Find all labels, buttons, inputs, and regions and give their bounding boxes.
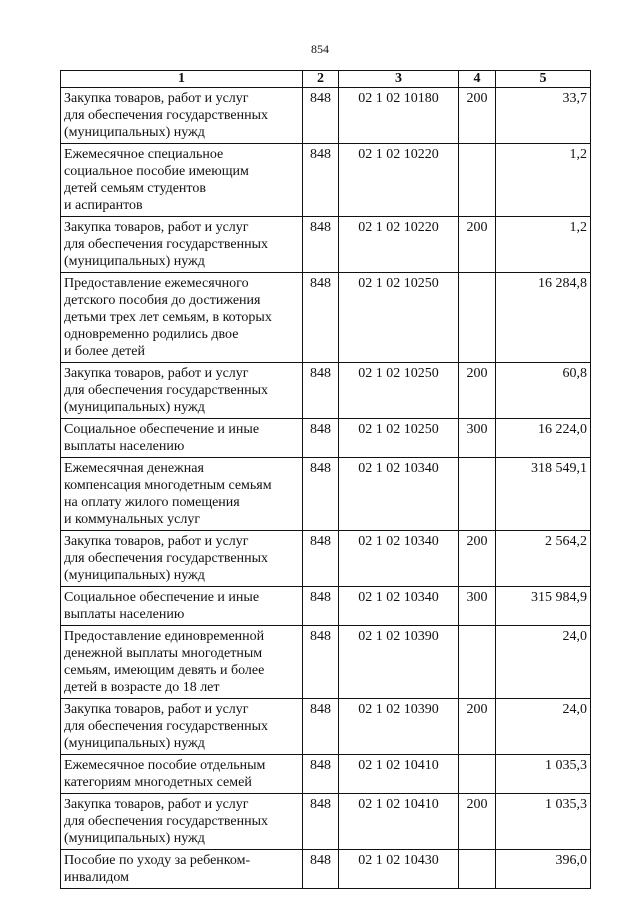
row-grbs-cell: 848 bbox=[303, 626, 339, 699]
row-csr-cell: 02 1 02 10180 bbox=[339, 88, 459, 144]
row-vr-cell bbox=[459, 144, 496, 217]
row-vr-cell bbox=[459, 626, 496, 699]
row-grbs-cell: 848 bbox=[303, 850, 339, 889]
row-amount-cell: 24,0 bbox=[496, 699, 591, 755]
row-csr-cell: 02 1 02 10250 bbox=[339, 419, 459, 458]
row-csr-cell: 02 1 02 10390 bbox=[339, 626, 459, 699]
row-grbs-cell: 848 bbox=[303, 699, 339, 755]
table-row bbox=[61, 419, 591, 458]
row-csr-cell: 02 1 02 10430 bbox=[339, 850, 459, 889]
row-grbs-cell: 848 bbox=[303, 587, 339, 626]
header-col-2: 2 bbox=[303, 71, 339, 88]
row-name-cell: Социальное обеспечение и иные выплаты населению bbox=[61, 587, 303, 626]
row-vr-cell bbox=[459, 273, 496, 363]
row-grbs-cell: 848 bbox=[303, 88, 339, 144]
row-amount-cell: 1,2 bbox=[496, 217, 591, 273]
row-vr-cell: 300 bbox=[459, 587, 496, 626]
row-amount-cell: 1 035,3 bbox=[496, 794, 591, 850]
row-vr-cell: 200 bbox=[459, 217, 496, 273]
row-name-cell: Закупка товаров, работ и услуг для обеспечения государственных (муниципальных) нужд bbox=[61, 699, 303, 755]
row-name-cell: Пособие по уходу за ребенком- инвалидом bbox=[61, 850, 303, 889]
row-csr-cell: 02 1 02 10410 bbox=[339, 794, 459, 850]
header-row bbox=[61, 71, 591, 88]
row-grbs-cell: 848 bbox=[303, 458, 339, 531]
table-row bbox=[61, 363, 591, 419]
row-amount-cell: 16 224,0 bbox=[496, 419, 591, 458]
row-name-cell: Закупка товаров, работ и услуг для обеспечения государственных (муниципальных) нужд bbox=[61, 217, 303, 273]
row-name-cell: Закупка товаров, работ и услуг для обеспечения государственных (муниципальных) нужд bbox=[61, 363, 303, 419]
row-name-cell: Предоставление ежемесячного детского пособия до достижения детьми трех лет семьям, в которых одновременно родились двое и более детей bbox=[61, 273, 303, 363]
row-amount-cell: 24,0 bbox=[496, 626, 591, 699]
row-vr-cell: 200 bbox=[459, 794, 496, 850]
row-grbs-cell: 848 bbox=[303, 531, 339, 587]
row-grbs-cell: 848 bbox=[303, 755, 339, 794]
page-number: 854 bbox=[311, 42, 329, 56]
row-csr-cell: 02 1 02 10410 bbox=[339, 755, 459, 794]
row-csr-cell: 02 1 02 10220 bbox=[339, 217, 459, 273]
table-row bbox=[61, 755, 591, 794]
row-name-cell: Ежемесячное специальное социальное пособие имеющим детей семьям студентов и аспирантов bbox=[61, 144, 303, 217]
row-grbs-cell: 848 bbox=[303, 794, 339, 850]
row-amount-cell: 318 549,1 bbox=[496, 458, 591, 531]
row-name-cell: Ежемесячное пособие отдельным категориям многодетных семей bbox=[61, 755, 303, 794]
row-csr-cell: 02 1 02 10390 bbox=[339, 699, 459, 755]
row-amount-cell: 1 035,3 bbox=[496, 755, 591, 794]
table-row bbox=[61, 273, 591, 363]
table-row bbox=[61, 794, 591, 850]
row-csr-cell: 02 1 02 10250 bbox=[339, 363, 459, 419]
row-name-cell: Предоставление единовременной денежной выплаты многодетным семьям, имеющим девять и более детей в возрасте до 18 лет bbox=[61, 626, 303, 699]
row-vr-cell bbox=[459, 755, 496, 794]
row-csr-cell: 02 1 02 10340 bbox=[339, 531, 459, 587]
row-csr-cell: 02 1 02 10340 bbox=[339, 587, 459, 626]
row-name-cell: Закупка товаров, работ и услуг для обеспечения государственных (муниципальных) нужд bbox=[61, 531, 303, 587]
row-vr-cell: 200 bbox=[459, 363, 496, 419]
table-body bbox=[61, 88, 591, 889]
row-grbs-cell: 848 bbox=[303, 273, 339, 363]
table-row bbox=[61, 88, 591, 144]
row-vr-cell bbox=[459, 458, 496, 531]
row-vr-cell bbox=[459, 850, 496, 889]
table-row bbox=[61, 531, 591, 587]
table-row bbox=[61, 850, 591, 889]
table-row bbox=[61, 458, 591, 531]
header-col-3: 3 bbox=[339, 71, 459, 88]
row-vr-cell: 200 bbox=[459, 88, 496, 144]
table-row bbox=[61, 699, 591, 755]
row-grbs-cell: 848 bbox=[303, 217, 339, 273]
header-col-5: 5 bbox=[496, 71, 591, 88]
row-vr-cell: 300 bbox=[459, 419, 496, 458]
row-name-cell: Закупка товаров, работ и услуг для обеспечения государственных (муниципальных) нужд bbox=[61, 88, 303, 144]
row-amount-cell: 2 564,2 bbox=[496, 531, 591, 587]
row-grbs-cell: 848 bbox=[303, 419, 339, 458]
table-row bbox=[61, 587, 591, 626]
row-csr-cell: 02 1 02 10340 bbox=[339, 458, 459, 531]
table-row bbox=[61, 626, 591, 699]
table-header bbox=[61, 71, 591, 88]
header-col-4: 4 bbox=[459, 71, 496, 88]
header-col-1: 1 bbox=[61, 71, 303, 88]
row-name-cell: Ежемесячная денежная компенсация многодетным семьям на оплату жилого помещения и коммунальных услуг bbox=[61, 458, 303, 531]
row-amount-cell: 315 984,9 bbox=[496, 587, 591, 626]
row-amount-cell: 1,2 bbox=[496, 144, 591, 217]
row-name-cell: Закупка товаров, работ и услуг для обеспечения государственных (муниципальных) нужд bbox=[61, 794, 303, 850]
row-amount-cell: 33,7 bbox=[496, 88, 591, 144]
row-amount-cell: 396,0 bbox=[496, 850, 591, 889]
row-grbs-cell: 848 bbox=[303, 363, 339, 419]
row-amount-cell: 60,8 bbox=[496, 363, 591, 419]
row-csr-cell: 02 1 02 10220 bbox=[339, 144, 459, 217]
row-name-cell: Социальное обеспечение и иные выплаты населению bbox=[61, 419, 303, 458]
row-grbs-cell: 848 bbox=[303, 144, 339, 217]
row-vr-cell: 200 bbox=[459, 699, 496, 755]
table-row bbox=[61, 144, 591, 217]
row-vr-cell: 200 bbox=[459, 531, 496, 587]
row-csr-cell: 02 1 02 10250 bbox=[339, 273, 459, 363]
budget-table bbox=[60, 70, 591, 889]
table-row bbox=[61, 217, 591, 273]
row-amount-cell: 16 284,8 bbox=[496, 273, 591, 363]
